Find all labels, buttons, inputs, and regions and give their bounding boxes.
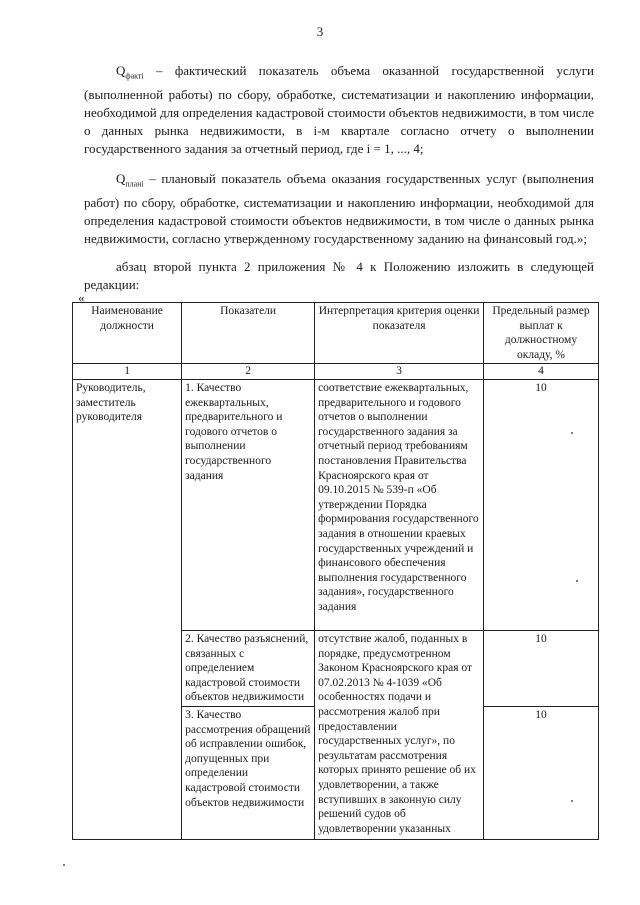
indicator-cell: 3. Качество рассмотрения обращений об исправлении ошибок, допущенных при определении кадастровой стоимости объектов недвижимости (182, 706, 315, 839)
scan-speck (571, 800, 573, 802)
table-row (73, 379, 599, 630)
definition-text: – фактический показатель объема оказанной государственной услуги (выполненной работы) по сбору, обработке, систематизации и накоплению информации, необходимой для определения кадастровой стоимости объектов недвижимости, в том числе о данных рынка недвижимости, в i-м квартале согласно отчету о выполнении государственного задания за отчетный период, где i = 1, ..., 4; (84, 63, 594, 156)
page-number: 3 (316, 24, 324, 39)
subscript: плані (125, 179, 144, 189)
limit-cell: 10 (484, 379, 599, 630)
column-number: 3 (315, 364, 484, 380)
position-cell: Руководитель, заместитель руководителя (73, 379, 182, 839)
subscript: факті (125, 71, 144, 81)
definition-q-plan (84, 170, 594, 248)
column-header: Показатели (182, 303, 315, 364)
table-header-row (73, 303, 599, 364)
quote-open: « (78, 290, 85, 305)
symbol: Q (116, 171, 126, 186)
criteria-table (72, 302, 599, 840)
interpretation-cell: отсутствие жалоб, поданных в порядке, предусмотренном Законом Красноярского края от 07.02.2013 № 4-1039 «Об особенностях подачи и рассмотрения жалоб при предоставлении государственных услуг», по результатам рассмотрения которых принято решение об их удовлетворении, а также вступивших в законную силу решений судов об удовлетворении указанных (315, 630, 484, 839)
scan-speck (576, 580, 578, 582)
definition-text: – плановый показатель объема оказания государственных услуг (выполнения работ) по сбору, обработке, систематизации и накоплению информации, необходимой для определения кадастровой стоимости объектов недвижимости, в том числе о данных рынка недвижимости, согласно утвержденному государственному заданию на финансовый год.»; (84, 171, 594, 246)
column-header: Интерпретация критерия оценки показателя (315, 303, 484, 364)
column-header: Наименование должности (73, 303, 182, 364)
definition-q-fact (84, 62, 594, 158)
column-number-row (73, 364, 599, 380)
column-number: 1 (73, 364, 182, 380)
column-number: 2 (182, 364, 315, 380)
limit-cell: 10 (484, 630, 599, 706)
symbol: Q (116, 63, 126, 78)
scan-speck (571, 432, 573, 434)
indicator-cell: 1. Качество ежеквартальных, предварительного и годового отчетов о выполнении государственного задания (182, 379, 315, 630)
interpretation-cell: соответствие ежеквартальных, предварительного и годового отчетов о выполнении государственного задания за отчетный период требованиям постановления Правительства Красноярского края от 09.10.2015 № 539-п «Об утверждении Порядка формирования государственного задания в отношении краевых государственных учреждений и финансового обеспечения выполнения государственного задания», государственного задания (315, 379, 484, 630)
amendment-paragraph: абзац второй пункта 2 приложения № 4 к Положению изложить в следующей редакции: (84, 259, 594, 292)
scan-speck (63, 864, 65, 866)
limit-cell: 10 (484, 706, 599, 839)
column-header: Предельный размер выплат к должностному окладу, % (484, 303, 599, 364)
column-number: 4 (484, 364, 599, 380)
indicator-cell: 2. Качество разъяснений, связанных с определением кадастровой стоимости объектов недвижимости (182, 630, 315, 706)
